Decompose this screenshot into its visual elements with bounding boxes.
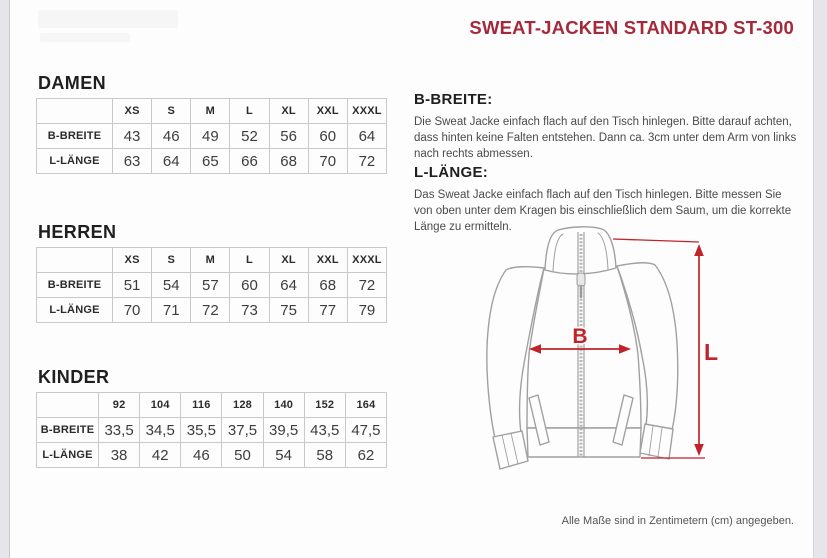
damen-size-table bbox=[36, 98, 387, 174]
b-breite-description bbox=[414, 91, 799, 162]
jacket-left-cuff bbox=[493, 431, 528, 469]
section-kinder bbox=[36, 367, 387, 468]
header-row bbox=[37, 99, 387, 124]
size-value: 37,5 bbox=[222, 418, 263, 443]
section-heading-kinder: KINDER bbox=[38, 367, 110, 387]
size-value: 60 bbox=[230, 273, 269, 298]
size-column-header: 128 bbox=[222, 393, 263, 418]
size-column-header: XL bbox=[269, 248, 308, 273]
header-row bbox=[37, 393, 387, 418]
size-value: 72 bbox=[347, 273, 386, 298]
table-corner-cell bbox=[37, 393, 99, 418]
size-column-header: 116 bbox=[181, 393, 222, 418]
section-herren bbox=[36, 222, 387, 323]
size-value: 71 bbox=[152, 298, 191, 323]
size-value: 60 bbox=[308, 124, 347, 149]
section-damen bbox=[36, 73, 387, 174]
section-heading-damen: DAMEN bbox=[38, 73, 106, 93]
l-laenge-description bbox=[414, 164, 799, 235]
row-label: L-LÄNGE bbox=[37, 443, 99, 468]
section-heading-herren: HERREN bbox=[38, 222, 117, 242]
size-value: 77 bbox=[308, 298, 347, 323]
size-value: 73 bbox=[230, 298, 269, 323]
b-breite-text: Die Sweat Jacke einfach flach auf den Tisch hinlegen. Bitte darauf achten, dass hinten keine Falten entstehen. Dann ca. 3cm unter dem Arm von links nach rechts abmessen. bbox=[414, 116, 797, 160]
size-value: 47,5 bbox=[345, 418, 386, 443]
table-row bbox=[37, 124, 387, 149]
size-column-header: 164 bbox=[345, 393, 386, 418]
l-laenge-text: Das Sweat Jacke einfach flach auf den Tisch hinlegen. Bitte messen Sie von oben unter dem Kragen bis einschließlich dem Saum, um die korrekte Länge zu ermitteln. bbox=[414, 189, 792, 233]
size-column-header: M bbox=[191, 248, 230, 273]
size-column-header: XXXL bbox=[347, 99, 386, 124]
size-column-header: XXXL bbox=[347, 248, 386, 273]
size-value: 43 bbox=[113, 124, 152, 149]
size-value: 52 bbox=[230, 124, 269, 149]
size-value: 35,5 bbox=[181, 418, 222, 443]
header-row bbox=[37, 248, 387, 273]
company-logo bbox=[38, 10, 198, 52]
jacket-measurement-diagram bbox=[441, 226, 741, 481]
size-value: 63 bbox=[113, 149, 152, 174]
size-column-header: S bbox=[152, 99, 191, 124]
size-value: 49 bbox=[191, 124, 230, 149]
size-value: 46 bbox=[181, 443, 222, 468]
size-value: 39,5 bbox=[263, 418, 304, 443]
table-corner-cell bbox=[37, 99, 113, 124]
size-column-header: L bbox=[230, 99, 269, 124]
size-value: 46 bbox=[152, 124, 191, 149]
size-column-header: 140 bbox=[263, 393, 304, 418]
table-row bbox=[37, 298, 387, 323]
table-corner-cell bbox=[37, 248, 113, 273]
units-note: Alle Maße sind in Zentimetern (cm) angegeben. bbox=[561, 515, 794, 527]
document-page bbox=[9, 0, 814, 558]
page-title: SWEAT-JACKEN STANDARD ST-300 bbox=[469, 17, 794, 38]
size-value: 51 bbox=[113, 273, 152, 298]
table-row bbox=[37, 443, 387, 468]
size-value: 72 bbox=[347, 149, 386, 174]
size-value: 65 bbox=[191, 149, 230, 174]
size-value: 34,5 bbox=[140, 418, 181, 443]
size-value: 33,5 bbox=[99, 418, 140, 443]
size-value: 64 bbox=[269, 273, 308, 298]
size-value: 70 bbox=[308, 149, 347, 174]
size-column-header: XS bbox=[113, 248, 152, 273]
size-column-header: M bbox=[191, 99, 230, 124]
size-column-header: 92 bbox=[99, 393, 140, 418]
size-value: 79 bbox=[347, 298, 386, 323]
size-value: 54 bbox=[152, 273, 191, 298]
size-value: 68 bbox=[308, 273, 347, 298]
row-label: L-LÄNGE bbox=[37, 298, 113, 323]
zipper-slider bbox=[577, 273, 585, 286]
size-value: 70 bbox=[113, 298, 152, 323]
size-value: 68 bbox=[269, 149, 308, 174]
size-value: 64 bbox=[347, 124, 386, 149]
b-label: B bbox=[572, 325, 588, 348]
size-value: 66 bbox=[230, 149, 269, 174]
row-label: L-LÄNGE bbox=[37, 149, 113, 174]
size-column-header: S bbox=[152, 248, 191, 273]
row-label: B-BREITE bbox=[37, 124, 113, 149]
size-value: 72 bbox=[191, 298, 230, 323]
size-value: 50 bbox=[222, 443, 263, 468]
size-column-header: L bbox=[230, 248, 269, 273]
size-column-header: XL bbox=[269, 99, 308, 124]
size-column-header: XS bbox=[113, 99, 152, 124]
logo-tagline bbox=[40, 33, 130, 42]
size-value: 57 bbox=[191, 273, 230, 298]
size-value: 38 bbox=[99, 443, 140, 468]
row-label: B-BREITE bbox=[37, 273, 113, 298]
size-value: 43,5 bbox=[304, 418, 345, 443]
size-value: 56 bbox=[269, 124, 308, 149]
table-row bbox=[37, 273, 387, 298]
size-value: 62 bbox=[345, 443, 386, 468]
size-value: 42 bbox=[140, 443, 181, 468]
l-label: L bbox=[703, 339, 719, 365]
herren-size-table bbox=[36, 247, 387, 323]
size-column-header: 104 bbox=[140, 393, 181, 418]
table-row bbox=[37, 149, 387, 174]
table-row bbox=[37, 418, 387, 443]
l-laenge-heading: L-LÄNGE: bbox=[414, 164, 489, 181]
size-value: 64 bbox=[152, 149, 191, 174]
jacket-right-cuff bbox=[640, 424, 673, 459]
size-value: 75 bbox=[269, 298, 308, 323]
size-column-header: 152 bbox=[304, 393, 345, 418]
logo-mark bbox=[38, 10, 178, 28]
size-value: 54 bbox=[263, 443, 304, 468]
b-breite-heading: B-BREITE: bbox=[414, 91, 493, 108]
size-value: 58 bbox=[304, 443, 345, 468]
row-label: B-BREITE bbox=[37, 418, 99, 443]
size-column-header: XXL bbox=[308, 99, 347, 124]
kinder-size-table bbox=[36, 392, 387, 468]
size-column-header: XXL bbox=[308, 248, 347, 273]
